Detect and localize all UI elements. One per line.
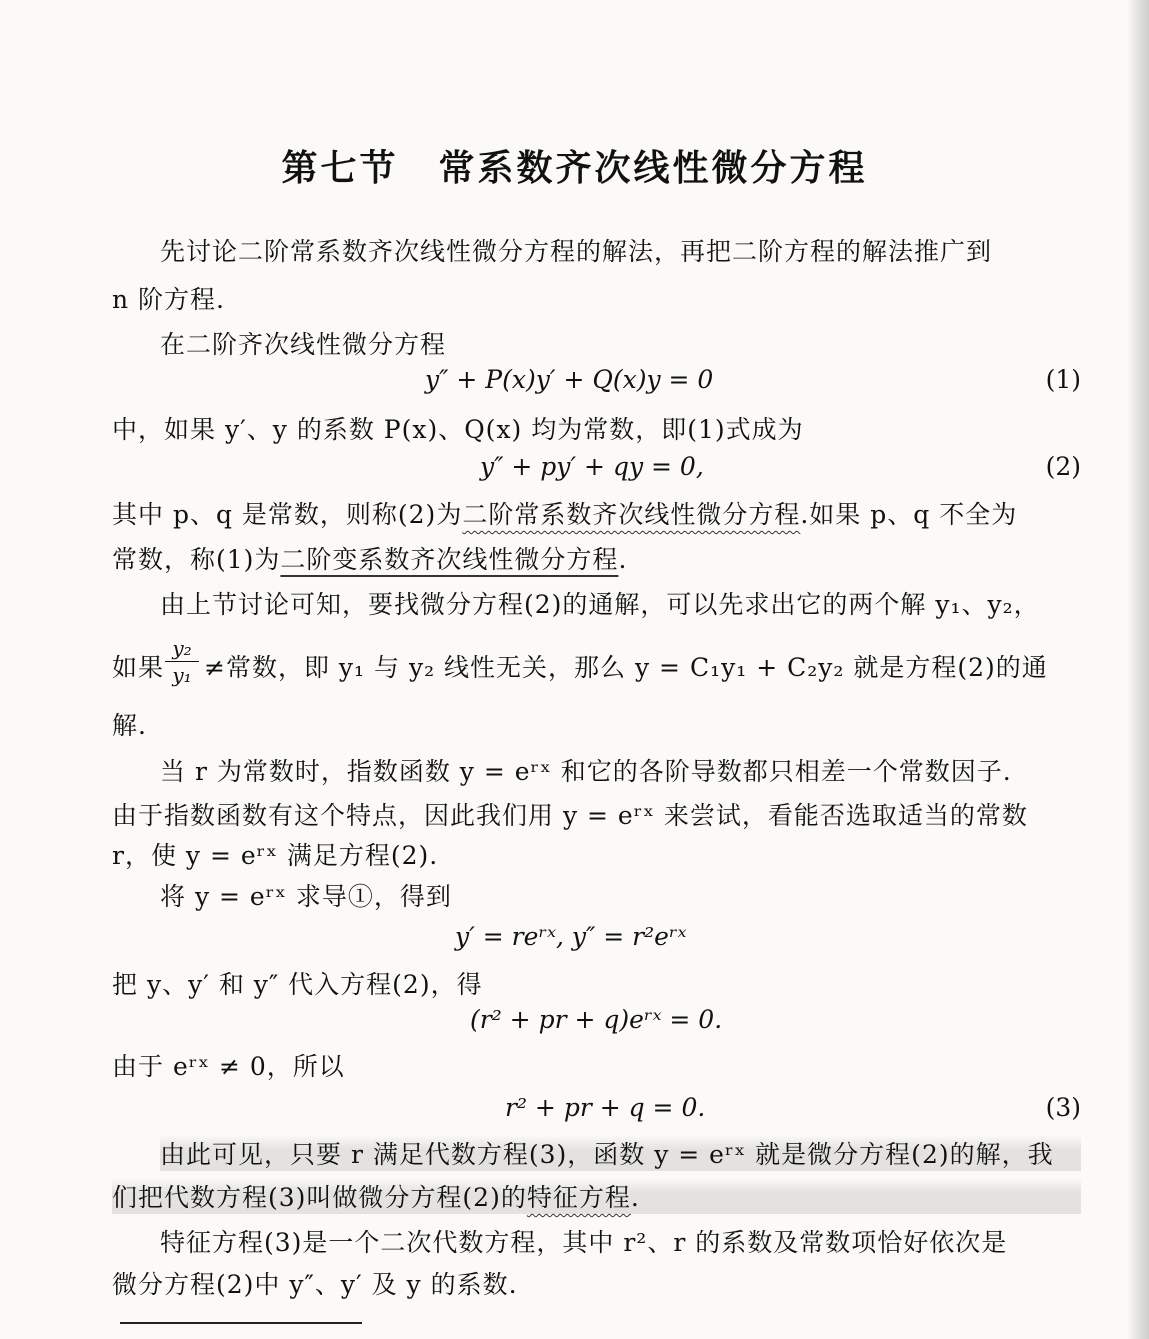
text-span: ≠常数，即 y₁ 与 y₂ 线性无关，那么 y = C₁y₁ + C₂y₂ 就是方程(2)的通 — [204, 653, 1048, 682]
equation-1: y″ + P(x)y′ + Q(x)y = 0 — [425, 365, 714, 394]
equation-derivatives: y′ = reʳˣ, y″ = r²eʳˣ — [455, 922, 687, 951]
equation-number: (2) — [1045, 452, 1081, 481]
equation-3: r² + pr + q = 0. — [505, 1093, 706, 1122]
paragraph-line: 把 y、y′ 和 y″ 代入方程(2)，得 — [112, 970, 483, 999]
paragraph-line — [112, 495, 1081, 531]
paragraph-line: 由此可见，只要 r 满足代数方程(3)，函数 y = eʳˣ 就是微分方程(2)的解，我 — [160, 1135, 1081, 1171]
paragraph-line: 由于 eʳˣ ≠ 0，所以 — [112, 1052, 345, 1081]
paragraph-line — [112, 540, 1081, 576]
section-number: 第七节 — [281, 147, 399, 189]
page-edge-shadow — [1127, 0, 1149, 1339]
text-span: .如果 p、q 不全为 — [800, 500, 1018, 529]
text-span: 常数，称(1)为 — [112, 545, 281, 574]
paragraph-line: 中，如果 y′、y 的系数 P(x)、Q(x) 均为常数，即(1)式成为 — [112, 415, 804, 444]
equation-2: y″ + py′ + qy = 0, — [480, 452, 704, 481]
equation-number: (1) — [1045, 365, 1081, 394]
text-span: 们把代数方程(3)叫做微分方程(2)的 — [112, 1183, 527, 1212]
paragraph-line: 由于指数函数有这个特点，因此我们用 y = eʳˣ 来尝试，看能否选取适当的常数 — [112, 801, 1028, 830]
term-constant-coefficient: 二阶常系数齐次线性微分方程 — [462, 500, 801, 529]
paragraph-line: n 阶方程. — [112, 285, 225, 314]
paragraph-line: 由上节讨论可知，要找微分方程(2)的通解，可以先求出它的两个解 y₁、y₂， — [160, 590, 1040, 619]
footnote-divider — [120, 1322, 362, 1324]
fraction-denominator: y₁ — [172, 663, 192, 687]
section-heading: 常系数齐次线性微分方程 — [438, 147, 868, 189]
paragraph-line: 将 y = eʳˣ 求导①，得到 — [160, 882, 452, 911]
paragraph-line: 在二阶齐次线性微分方程 — [160, 330, 447, 359]
term-characteristic-equation: 特征方程 — [526, 1183, 631, 1212]
fraction-numerator: y₂ — [165, 636, 199, 662]
paragraph-line: 解. — [112, 711, 147, 740]
equation-substituted: (r² + pr + q)eʳˣ = 0. — [470, 1005, 723, 1034]
paragraph-line: 当 r 为常数时，指数函数 y = eʳˣ 和它的各阶导数都只相差一个常数因子. — [160, 757, 1012, 786]
text-span: . — [618, 545, 628, 574]
paragraph-line — [112, 1178, 1081, 1214]
fraction-y2-over-y1 — [165, 636, 199, 687]
section-title — [0, 140, 1149, 191]
equation-number: (3) — [1045, 1093, 1081, 1122]
paragraph-line: 先讨论二阶常系数齐次线性微分方程的解法，再把二阶方程的解法推广到 — [160, 237, 993, 266]
paragraph-line: r，使 y = eʳˣ 满足方程(2). — [112, 841, 439, 870]
text-span: 其中 p、q 是常数，则称(2)为 — [112, 500, 463, 529]
paragraph-line: 特征方程(3)是一个二次代数方程，其中 r²、r 的系数及常数项恰好依次是 — [160, 1228, 1008, 1257]
text-span: 如果 — [112, 653, 165, 682]
term-variable-coefficient: 二阶变系数齐次线性微分方程 — [280, 545, 619, 574]
paragraph-line — [112, 648, 1081, 684]
paragraph-line: 微分方程(2)中 y″、y′ 及 y 的系数. — [112, 1270, 518, 1299]
text-span: . — [630, 1183, 640, 1212]
